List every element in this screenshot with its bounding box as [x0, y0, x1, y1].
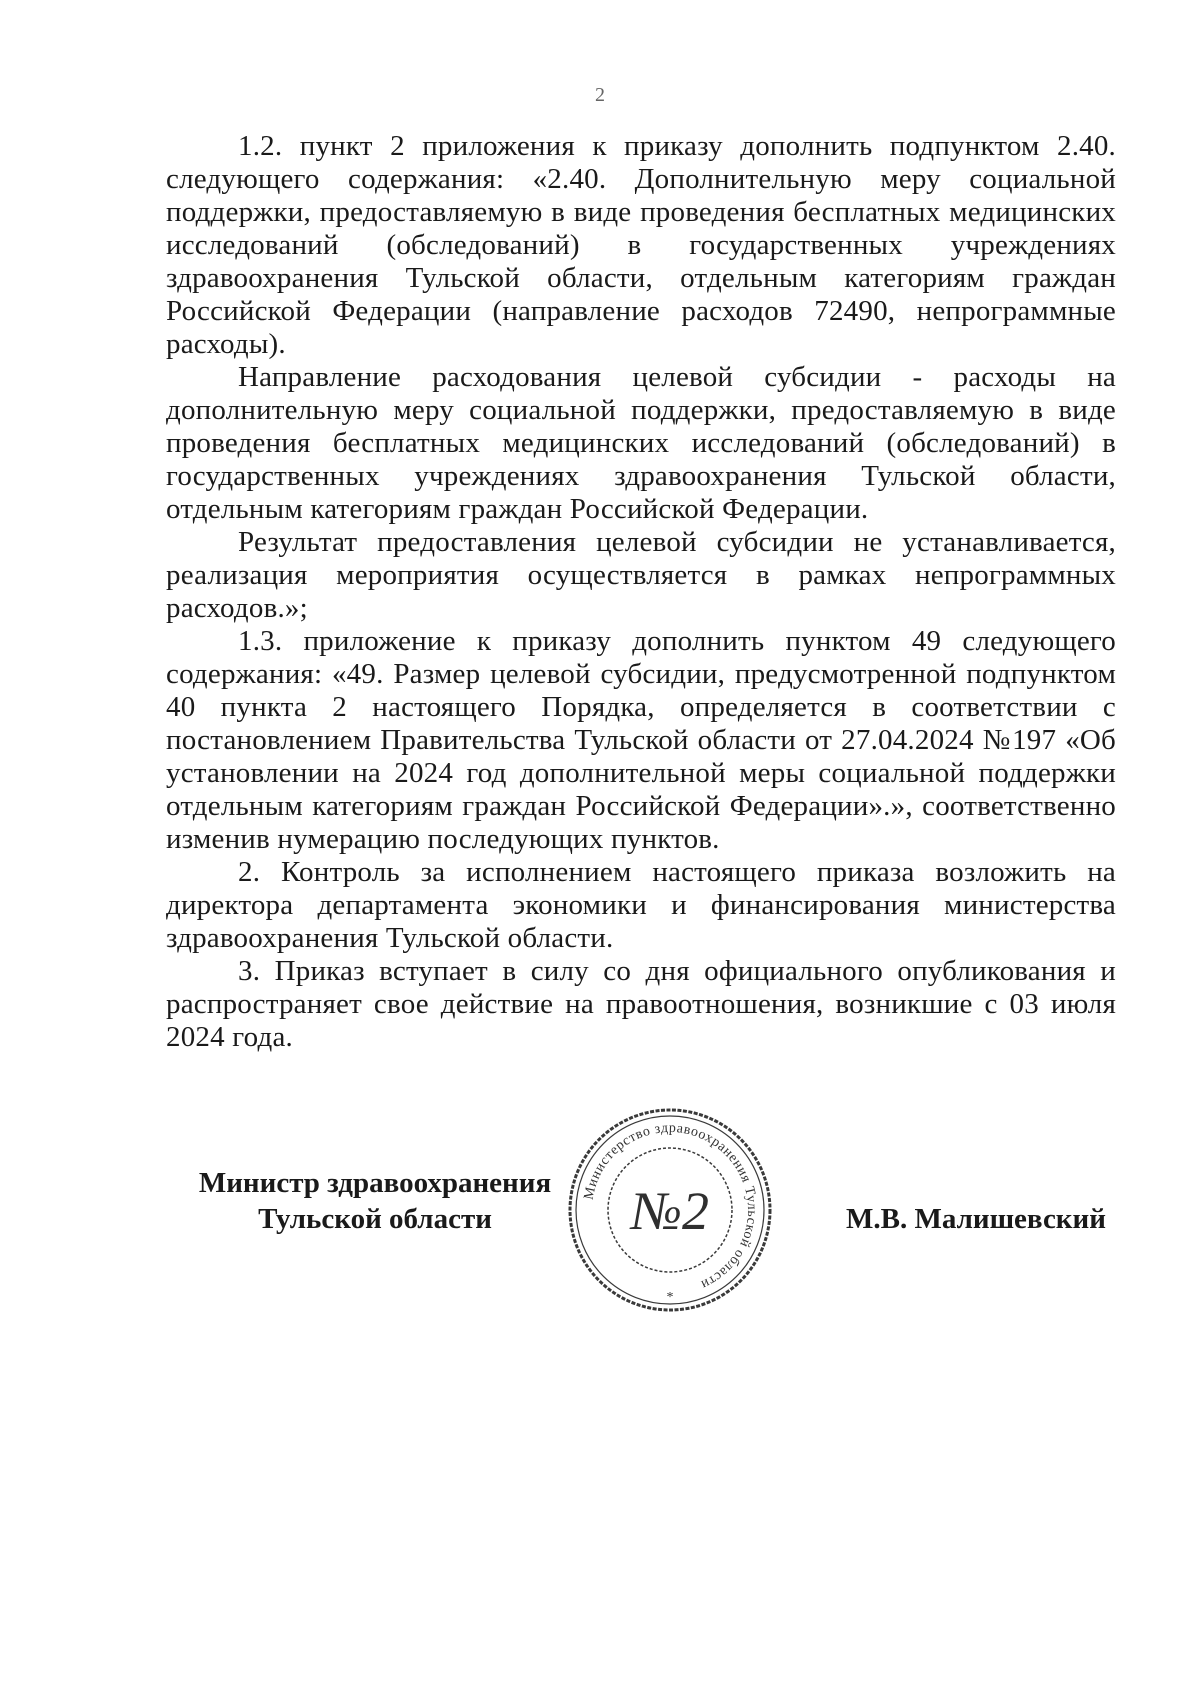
signer-title — [190, 1165, 560, 1237]
paragraph-1-2: 1.2. пункт 2 приложения к приказу дополнить подпунктом 2.40. следующего содержания: «2.40. Дополнительную меру социальной поддержки, предоставляемую в виде проведения бесплатных медицинских исследований (обследований) в государственных учреждениях здравоохранения Тульской области, отдельным категориям граждан Российской Федерации (направление расходов 72490, непрограммные расходы). — [166, 130, 1116, 360]
signer-title-line1: Министр здравоохранения — [198, 1167, 552, 1199]
seal-ring-textpath: Министерство здравоохранения Тульской области — [581, 1120, 760, 1293]
paragraph-3-effect: 3. Приказ вступает в силу со дня официального опубликования и распространяет свое действие на правоотношения, возникшие с 03 июля 2024 года. — [166, 955, 1116, 1053]
official-seal-stamp — [565, 1105, 775, 1315]
paragraph-1-3: 1.3. приложение к приказу дополнить пунктом 49 следующего содержания: «49. Размер целевой субсидии, предусмотренной подпунктом 40 пункта 2 настоящего Порядка, определяется в соответствии с постановлением Правительства Тульской области от 27.04.2024 №197 «Об установлении на 2024 год дополнительной меры социальной поддержки отдельным категориям граждан Российской Федерации».», соответственно изменив нумерацию последующих пунктов. — [166, 625, 1116, 855]
paragraph-2-control: 2. Контроль за исполнением настоящего приказа возложить на директора департамента экономики и финансирования министерства здравоохранения Тульской области. — [166, 856, 1116, 954]
signer-name: М.В. Малишевский — [846, 1203, 1106, 1235]
paragraph-result: Результат предоставления целевой субсидии не устанавливается, реализация мероприятия осуществляется в рамках непрограммных расходов.»; — [166, 526, 1116, 624]
paragraph-direction: Направление расходования целевой субсидии - расходы на дополнительную меру социальной поддержки, предоставляемую в виде проведения бесплатных медицинских исследований (обследований) в государственных учреждениях здравоохранения Тульской области, отдельным категориям граждан Российской Федерации. — [166, 361, 1116, 525]
seal-star-icon: * — [666, 1290, 674, 1305]
signer-title-line2: Тульской области — [258, 1203, 492, 1235]
document-body — [166, 130, 1116, 1054]
signature-block — [0, 1105, 1200, 1365]
page-number: 2 — [595, 84, 605, 106]
seal-center-text: №2 — [631, 1181, 709, 1241]
